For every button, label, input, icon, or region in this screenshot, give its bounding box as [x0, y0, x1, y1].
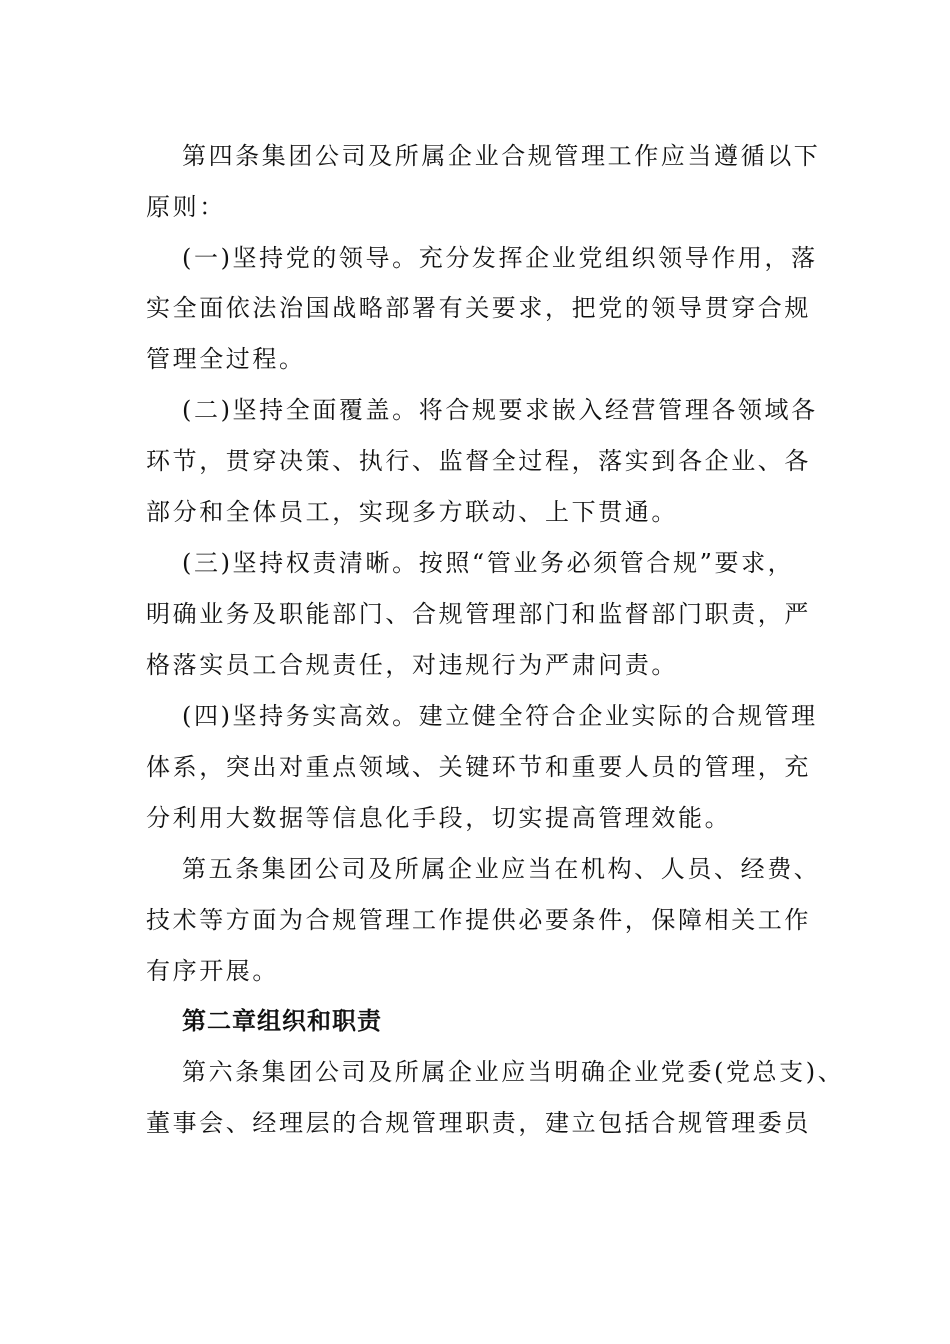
principle-2-line-1: (二)坚持全面覆盖。将合规要求嵌入经营管理各领域各 [182, 396, 818, 424]
principle-3-line-2: 明确业务及职能部门、合规管理部门和监督部门职责，严 [146, 600, 811, 628]
article-5-line-1: 第五条集团公司及所属企业应当在机构、人员、经费、 [182, 855, 821, 883]
principle-3-line-1: (三)坚持权责清晰。按照“管业务必须管合规”要求， [182, 549, 795, 577]
principle-1-line-1: (一)坚持党的领导。充分发挥企业党组织领导作用，落 [182, 244, 818, 272]
article-5-line-2: 技术等方面为合规管理工作提供必要条件，保障相关工作 [146, 906, 811, 934]
principle-1-line-2: 实全面依法治国战略部署有关要求，把党的领导贯穿合规 [146, 294, 811, 322]
article-4-line-1: 第四条集团公司及所属企业合规管理工作应当遵循以下 [182, 142, 821, 170]
article-6-line-1: 第六条集团公司及所属企业应当明确企业党委(党总支)、 [182, 1058, 845, 1086]
principle-2-line-3: 部分和全体员工，实现多方联动、上下贯通。 [146, 498, 678, 526]
chapter-2-heading: 第二章组织和职责 [182, 1007, 382, 1035]
principle-4-line-1: (四)坚持务实高效。建立健全符合企业实际的合规管理 [182, 702, 818, 730]
principle-1-line-3: 管理全过程。 [146, 345, 306, 373]
article-5-line-3: 有序开展。 [146, 957, 279, 985]
principle-2-line-2: 环节，贯穿决策、执行、监督全过程，落实到各企业、各 [146, 447, 811, 475]
article-6-line-2: 董事会、经理层的合规管理职责，建立包括合规管理委员 [146, 1109, 811, 1137]
article-4-line-2: 原则： [146, 193, 226, 221]
principle-4-line-3: 分利用大数据等信息化手段，切实提高管理效能。 [146, 804, 732, 832]
principle-4-line-2: 体系，突出对重点领域、关键环节和重要人员的管理，充 [146, 753, 811, 781]
principle-3-line-3: 格落实员工合规责任，对违规行为严肃问责。 [146, 651, 678, 679]
